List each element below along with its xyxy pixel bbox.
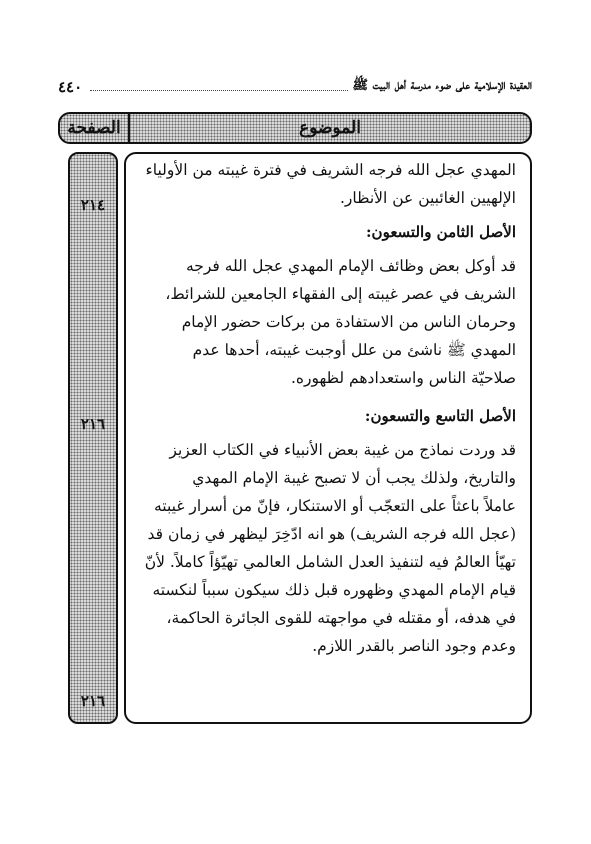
entry-line: تهيّأ العالمُ فيه لتنفيذ العدل الشامل العالمي تهيّؤاً كاملاً. لأنّ bbox=[144, 553, 516, 571]
entry-line: في هدفه، أو مقتله في مواجهته للقوى الجائرة الحاكمة، bbox=[166, 609, 516, 627]
entry-line: قد أوكل بعض وظائف الإمام المهدي عجل الله فرجه bbox=[185, 257, 516, 275]
entry-line: قد وردت نماذج من غيبة بعض الأنبياء في الكتاب العزيز bbox=[169, 441, 516, 459]
entry bbox=[138, 252, 516, 392]
entry-page-number: ٢١٦ bbox=[80, 415, 106, 433]
dotted-leader bbox=[90, 90, 348, 91]
section-heading: الأصل الثامن والتسعون: bbox=[366, 223, 516, 241]
table-header bbox=[58, 112, 532, 144]
entry bbox=[138, 436, 516, 660]
topic-column-header: الموضوع bbox=[299, 118, 361, 138]
entry-page-number: ٢١٤ bbox=[80, 196, 106, 214]
contents-text-box bbox=[124, 152, 532, 724]
book-title: العقيدة الإسلامية على ضوء مدرسة أهل البيت ﷺ bbox=[352, 78, 532, 93]
entry-line: الشريف في عصر غيبته إلى الفقهاء الجامعين للشرائط، bbox=[165, 285, 516, 303]
entry-line: المهدي عجل الله فرجه الشريف في فترة غيبته من الأولياء bbox=[145, 161, 516, 179]
entry bbox=[138, 156, 516, 212]
entry-line: عاملاً باعثاً على التعجّب أو الاستنكار، فإنّ من أسرار غيبته bbox=[153, 497, 516, 515]
entry-page-number: ٢١٦ bbox=[80, 692, 106, 710]
entry-line: وحرمان الناس من الاستفادة من بركات حضور الإمام bbox=[181, 313, 516, 331]
section-heading: الأصل التاسع والتسعون: bbox=[364, 407, 516, 425]
page-numbers-column bbox=[68, 152, 118, 724]
entry-line: وعدم وجود الناصر بالقدر اللازم. bbox=[312, 637, 516, 655]
page-number: ٤٤٠ bbox=[58, 78, 83, 96]
entry-line: الإلهيين الغائبين عن الأنظار. bbox=[339, 189, 516, 207]
entry-line: قيام الإمام المهدي وظهوره قبل ذلك سيكون سبباً لنكسته bbox=[152, 581, 516, 599]
entry-line: (عجل الله فرجه الشريف) هو انه ادّخِرَ ليظهر في زمان قد bbox=[147, 525, 516, 543]
page-column-header: الصفحة bbox=[60, 114, 130, 142]
entry-line: صلاحيّة الناس واستعدادهم لظهوره. bbox=[291, 369, 516, 387]
entry-line: والتاريخ، ولذلك يجب أن لا تصبح غيبة الإمام المهدي bbox=[192, 469, 516, 487]
running-header bbox=[58, 76, 532, 96]
entry-line: المهدي ﷺ ناشئ من علل أوجبت غيبته، أحدها عدم bbox=[192, 341, 516, 359]
